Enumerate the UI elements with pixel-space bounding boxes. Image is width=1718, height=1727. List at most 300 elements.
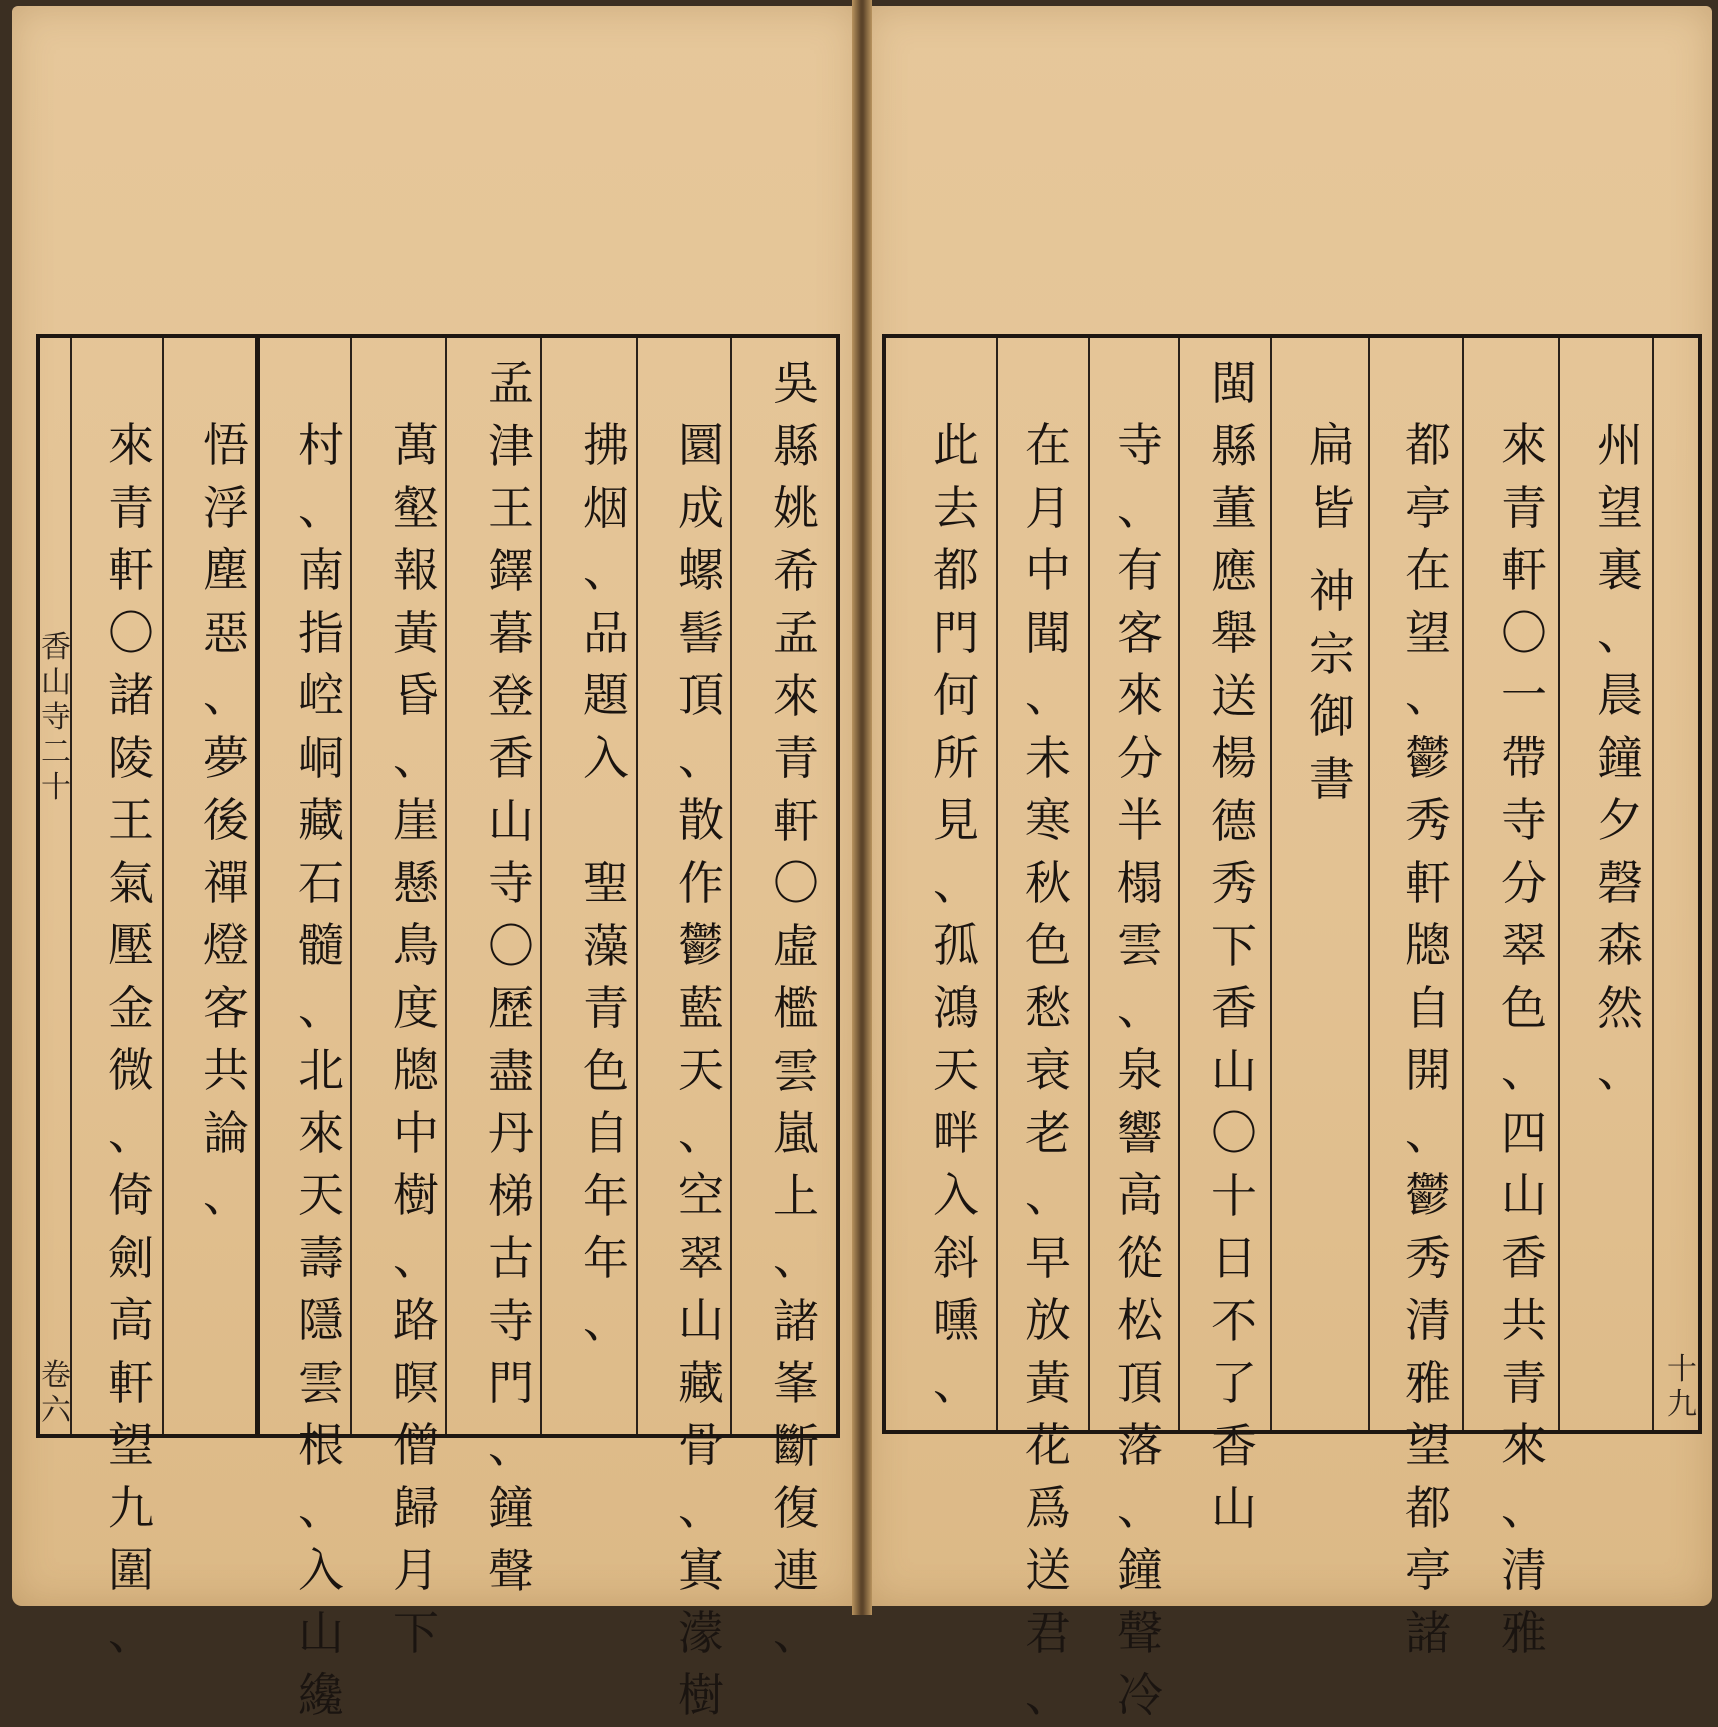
glyph: 鐘 bbox=[1597, 730, 1643, 785]
glyph: 度 bbox=[393, 980, 439, 1035]
glyph: 秋 bbox=[1025, 855, 1071, 910]
glyph: 、 bbox=[298, 480, 344, 535]
glyph: 古 bbox=[488, 1231, 534, 1285]
glyph: 望 bbox=[1405, 605, 1451, 660]
glyph: 九 bbox=[1667, 1387, 1697, 1422]
glyph: 、 bbox=[773, 1231, 819, 1285]
glyph: 、 bbox=[203, 668, 249, 722]
glyph: 盡 bbox=[488, 1043, 534, 1098]
glyph: 空 bbox=[678, 1168, 724, 1222]
glyph: 天 bbox=[933, 1043, 979, 1097]
glyph: 雲 bbox=[298, 1355, 344, 1410]
glyph: 皆 bbox=[1309, 480, 1355, 535]
glyph: 山 bbox=[1501, 1168, 1547, 1222]
glyph: 、 bbox=[1025, 668, 1071, 722]
glyph: 鐘 bbox=[488, 1481, 534, 1535]
glyph: 磬 bbox=[1597, 855, 1643, 910]
glyph: 姚 bbox=[773, 481, 819, 535]
glyph: 四 bbox=[1501, 1105, 1547, 1160]
glyph: 下 bbox=[1211, 918, 1257, 973]
column-rule bbox=[996, 338, 998, 1430]
glyph: 、 bbox=[1025, 1168, 1071, 1222]
glyph: 藻 bbox=[583, 918, 629, 973]
glyph: 孤 bbox=[933, 918, 979, 972]
glyph: 送 bbox=[1211, 668, 1257, 723]
glyph: 根 bbox=[298, 1418, 344, 1472]
text-column bbox=[285, 414, 357, 1727]
glyph: 山 bbox=[1211, 1043, 1257, 1098]
glyph: 山 bbox=[298, 1605, 344, 1660]
glyph: 昏 bbox=[393, 668, 439, 722]
glyph: 客 bbox=[1117, 605, 1163, 660]
glyph: 鴻 bbox=[933, 980, 979, 1035]
glyph: 月 bbox=[1025, 480, 1071, 535]
glyph: 黃 bbox=[1025, 1355, 1071, 1410]
glyph: 清 bbox=[1405, 1293, 1451, 1347]
glyph: 王 bbox=[488, 481, 534, 535]
glyph: 神 bbox=[1309, 564, 1355, 618]
glyph: 來 bbox=[1501, 418, 1547, 472]
glyph: 爲 bbox=[1025, 1480, 1071, 1535]
glyph: 然 bbox=[1597, 980, 1643, 1035]
glyph: 軒 bbox=[108, 543, 154, 597]
text-column bbox=[570, 852, 642, 1352]
glyph: 、 bbox=[108, 1105, 154, 1160]
text-column bbox=[760, 352, 832, 1665]
glyph: 題 bbox=[583, 668, 629, 722]
glyph: 諸 bbox=[773, 1293, 819, 1348]
glyph: 嵐 bbox=[773, 1106, 819, 1160]
glyph: 都 bbox=[1405, 418, 1451, 472]
glyph: 丹 bbox=[488, 1106, 534, 1160]
glyph: 冷 bbox=[1117, 1668, 1163, 1722]
glyph: 州 bbox=[1597, 418, 1643, 472]
glyph: 何 bbox=[933, 668, 979, 722]
glyph: 圍 bbox=[108, 1543, 154, 1597]
glyph: 聲 bbox=[1117, 1605, 1163, 1660]
glyph: 、 bbox=[583, 543, 629, 597]
glyph: 諸 bbox=[108, 668, 154, 722]
glyph: 共 bbox=[1501, 1293, 1547, 1347]
glyph: 寘 bbox=[678, 1543, 724, 1597]
glyph: 、 bbox=[1597, 1043, 1643, 1097]
glyph: 髓 bbox=[298, 918, 344, 972]
glyph: 作 bbox=[678, 855, 724, 910]
glyph: 、 bbox=[1117, 480, 1163, 535]
glyph: 入 bbox=[933, 1168, 979, 1222]
glyph: 在 bbox=[1025, 418, 1071, 472]
text-column bbox=[1198, 352, 1270, 1540]
glyph: 〇 bbox=[1211, 1106, 1257, 1160]
glyph: 天 bbox=[678, 1043, 724, 1097]
glyph: 來 bbox=[298, 1105, 344, 1160]
glyph: 復 bbox=[773, 1481, 819, 1535]
glyph: 花 bbox=[1025, 1418, 1071, 1472]
glyph: 村 bbox=[298, 418, 344, 472]
glyph: 劍 bbox=[108, 1230, 154, 1285]
glyph: 南 bbox=[298, 543, 344, 597]
glyph: 、 bbox=[933, 855, 979, 910]
glyph: 放 bbox=[1025, 1293, 1071, 1347]
column-rule bbox=[1270, 338, 1272, 1430]
margin-volume bbox=[36, 1358, 76, 1428]
glyph: 寺 bbox=[488, 856, 534, 910]
glyph: 雅 bbox=[1501, 1605, 1547, 1660]
glyph: 青 bbox=[1501, 480, 1547, 535]
glyph: 所 bbox=[933, 730, 979, 785]
glyph: 浮 bbox=[203, 480, 249, 535]
glyph: 軒 bbox=[108, 1355, 154, 1410]
glyph: 香 bbox=[1211, 981, 1257, 1035]
glyph: 、 bbox=[933, 1355, 979, 1410]
glyph: 、 bbox=[678, 1480, 724, 1535]
glyph: 〇 bbox=[488, 918, 534, 973]
glyph: 有 bbox=[1117, 543, 1163, 597]
glyph: 九 bbox=[108, 1480, 154, 1535]
glyph: 崆 bbox=[298, 668, 344, 722]
glyph: 鐘 bbox=[1117, 1543, 1163, 1597]
glyph: 上 bbox=[773, 1168, 819, 1223]
glyph: 萬 bbox=[393, 418, 439, 472]
glyph: 、 bbox=[393, 730, 439, 785]
text-column bbox=[1296, 560, 1368, 810]
glyph: 悟 bbox=[203, 418, 249, 472]
glyph: 希 bbox=[773, 543, 819, 598]
glyph: 望 bbox=[108, 1418, 154, 1472]
glyph: 入 bbox=[583, 730, 629, 785]
glyph: 、 bbox=[1501, 1480, 1547, 1535]
glyph: 報 bbox=[393, 543, 439, 597]
glyph: 軒 bbox=[1405, 855, 1451, 910]
glyph: 壓 bbox=[108, 918, 154, 972]
glyph: 山 bbox=[41, 665, 71, 700]
column-rule bbox=[1178, 338, 1180, 1430]
glyph: 來 bbox=[1117, 668, 1163, 722]
text-column bbox=[380, 414, 452, 1664]
glyph: 王 bbox=[108, 793, 154, 847]
glyph: 扁 bbox=[1309, 418, 1355, 472]
glyph: 香 bbox=[488, 731, 534, 785]
glyph: 月 bbox=[393, 1543, 439, 1597]
glyph: 僧 bbox=[393, 1418, 439, 1472]
glyph: 〇 bbox=[1501, 605, 1547, 660]
glyph: 翠 bbox=[1501, 918, 1547, 972]
glyph: 夕 bbox=[1597, 793, 1643, 847]
glyph: 頂 bbox=[1117, 1355, 1163, 1410]
glyph: 色 bbox=[1501, 980, 1547, 1035]
glyph: 牕 bbox=[1405, 918, 1451, 972]
glyph: 、 bbox=[1405, 668, 1451, 722]
glyph: 了 bbox=[1211, 1356, 1257, 1410]
glyph: 崖 bbox=[393, 793, 439, 847]
glyph: 雲 bbox=[773, 1043, 819, 1098]
glyph: 色 bbox=[583, 1043, 629, 1098]
glyph: 烟 bbox=[583, 480, 629, 535]
glyph: 頂 bbox=[678, 668, 724, 722]
glyph: 寒 bbox=[1025, 793, 1071, 847]
glyph: 帶 bbox=[1501, 730, 1547, 785]
glyph: 虛 bbox=[773, 918, 819, 973]
text-column bbox=[665, 414, 737, 1727]
glyph: 楊 bbox=[1211, 731, 1257, 785]
glyph: 送 bbox=[1025, 1543, 1071, 1597]
glyph: 都 bbox=[1405, 1480, 1451, 1535]
glyph: 泉 bbox=[1117, 1043, 1163, 1097]
glyph: 客 bbox=[203, 980, 249, 1035]
text-column bbox=[95, 414, 167, 1664]
glyph: 秀 bbox=[1211, 856, 1257, 910]
glyph: 夢 bbox=[203, 730, 249, 785]
glyph: 鐸 bbox=[488, 543, 534, 598]
glyph: 聞 bbox=[1025, 605, 1071, 660]
glyph: 青 bbox=[1501, 1355, 1547, 1410]
glyph: 鬱 bbox=[1405, 1168, 1451, 1222]
glyph: 津 bbox=[488, 418, 534, 473]
glyph: 諸 bbox=[1405, 1605, 1451, 1660]
glyph: 品 bbox=[583, 605, 629, 660]
glyph: 成 bbox=[678, 480, 724, 535]
glyph: 衰 bbox=[1025, 1043, 1071, 1097]
glyph: 秀 bbox=[1405, 793, 1451, 847]
glyph: 都 bbox=[933, 543, 979, 597]
glyph: 微 bbox=[108, 1043, 154, 1097]
glyph: 牕 bbox=[393, 1043, 439, 1097]
glyph: 來 bbox=[1501, 1418, 1547, 1472]
glyph: 藏 bbox=[678, 1355, 724, 1410]
glyph: 軒 bbox=[773, 793, 819, 848]
glyph: 樹 bbox=[678, 1668, 724, 1722]
glyph: 翠 bbox=[678, 1230, 724, 1285]
glyph: 入 bbox=[298, 1543, 344, 1597]
glyph: 黃 bbox=[393, 605, 439, 660]
column-rule bbox=[1368, 338, 1370, 1430]
glyph: 螺 bbox=[678, 543, 724, 597]
glyph: 歷 bbox=[488, 981, 534, 1035]
glyph: 君 bbox=[1025, 1605, 1071, 1660]
glyph: 來 bbox=[108, 418, 154, 472]
column-rule bbox=[70, 338, 72, 1434]
glyph: 骨 bbox=[678, 1418, 724, 1472]
glyph: 六 bbox=[41, 1393, 71, 1428]
glyph: 落 bbox=[1117, 1418, 1163, 1472]
glyph: 山 bbox=[1211, 1481, 1257, 1535]
glyph: 色 bbox=[1025, 918, 1071, 972]
glyph: 山 bbox=[678, 1293, 724, 1347]
glyph: 金 bbox=[108, 980, 154, 1035]
glyph: 倚 bbox=[108, 1168, 154, 1222]
glyph: 北 bbox=[298, 1043, 344, 1097]
glyph: 青 bbox=[108, 480, 154, 535]
glyph: 藏 bbox=[298, 793, 344, 847]
glyph: 登 bbox=[488, 668, 534, 723]
column-rule bbox=[1088, 338, 1090, 1430]
glyph: 閩 bbox=[1211, 356, 1257, 410]
glyph: 高 bbox=[108, 1293, 154, 1347]
glyph: 老 bbox=[1025, 1105, 1071, 1160]
glyph: 鬱 bbox=[1405, 730, 1451, 785]
glyph: 高 bbox=[1117, 1168, 1163, 1222]
glyph: 青 bbox=[583, 981, 629, 1035]
glyph: 峒 bbox=[298, 730, 344, 785]
glyph: 卷 bbox=[41, 1358, 71, 1393]
text-column bbox=[1584, 414, 1656, 1102]
glyph: 山 bbox=[488, 793, 534, 848]
glyph: 雲 bbox=[1117, 918, 1163, 972]
glyph: 亭 bbox=[1405, 1543, 1451, 1597]
glyph: 在 bbox=[1405, 543, 1451, 597]
glyph: 藍 bbox=[678, 980, 724, 1035]
glyph: 清 bbox=[1501, 1543, 1547, 1597]
glyph: 松 bbox=[1117, 1293, 1163, 1347]
glyph: 歸 bbox=[393, 1480, 439, 1535]
glyph: 秀 bbox=[1405, 1230, 1451, 1285]
glyph: 、 bbox=[1025, 1668, 1071, 1722]
text-column bbox=[570, 414, 642, 789]
glyph: 〇 bbox=[108, 605, 154, 660]
glyph: 榻 bbox=[1117, 855, 1163, 910]
glyph: 天 bbox=[298, 1168, 344, 1222]
glyph: 斜 bbox=[933, 1230, 979, 1285]
glyph: 日 bbox=[1211, 1231, 1257, 1285]
glyph: 年 bbox=[583, 1231, 629, 1285]
glyph: 中 bbox=[393, 1105, 439, 1160]
glyph: 未 bbox=[1025, 730, 1071, 785]
text-column bbox=[475, 352, 547, 1602]
glyph: 、 bbox=[393, 1230, 439, 1285]
glyph: 、 bbox=[773, 1606, 819, 1660]
glyph: 香 bbox=[1211, 1418, 1257, 1473]
glyph: 中 bbox=[1025, 543, 1071, 597]
text-column bbox=[1012, 414, 1084, 1727]
glyph: 香 bbox=[41, 630, 71, 665]
glyph: 路 bbox=[393, 1293, 439, 1347]
glyph: 此 bbox=[933, 418, 979, 472]
glyph: 年 bbox=[583, 1168, 629, 1223]
glyph: 、 bbox=[298, 980, 344, 1035]
glyph: 論 bbox=[203, 1105, 249, 1160]
glyph: 軒 bbox=[1501, 543, 1547, 597]
glyph: 梯 bbox=[488, 1168, 534, 1223]
glyph: 、 bbox=[203, 1168, 249, 1222]
glyph: 望 bbox=[1597, 480, 1643, 535]
glyph: 壽 bbox=[298, 1230, 344, 1285]
glyph: 吳 bbox=[773, 356, 819, 410]
glyph: 寺 bbox=[1501, 793, 1547, 847]
text-column bbox=[1392, 414, 1464, 1664]
glyph: 青 bbox=[773, 731, 819, 785]
glyph: 不 bbox=[1211, 1293, 1257, 1348]
glyph: 孟 bbox=[488, 356, 534, 410]
glyph: 二 bbox=[41, 735, 71, 770]
glyph: 懸 bbox=[393, 855, 439, 910]
glyph: 縣 bbox=[773, 418, 819, 473]
glyph: 髻 bbox=[678, 605, 724, 660]
glyph: 燈 bbox=[203, 918, 249, 972]
glyph: 指 bbox=[298, 605, 344, 660]
glyph: 隱 bbox=[298, 1293, 344, 1347]
glyph: 、 bbox=[1597, 605, 1643, 660]
text-column bbox=[190, 414, 262, 1227]
margin-folio bbox=[1662, 1352, 1702, 1422]
glyph: 鬱 bbox=[678, 918, 724, 972]
glyph: 拂 bbox=[583, 418, 629, 472]
glyph: 分 bbox=[1501, 855, 1547, 910]
glyph: 後 bbox=[203, 793, 249, 847]
glyph: 自 bbox=[1405, 980, 1451, 1035]
glyph: 分 bbox=[1117, 730, 1163, 785]
glyph: 御 bbox=[1309, 689, 1355, 743]
glyph: 寺 bbox=[41, 700, 71, 735]
glyph: 寺 bbox=[488, 1293, 534, 1348]
glyph: 、 bbox=[1117, 980, 1163, 1035]
glyph: 、 bbox=[1405, 1105, 1451, 1160]
glyph: 森 bbox=[1597, 918, 1643, 972]
glyph: 去 bbox=[933, 480, 979, 535]
glyph: 聲 bbox=[488, 1543, 534, 1598]
glyph: 愁 bbox=[1025, 980, 1071, 1035]
glyph: 聖 bbox=[583, 856, 629, 910]
glyph: 惡 bbox=[203, 605, 249, 660]
glyph: 孟 bbox=[773, 606, 819, 660]
glyph: 亭 bbox=[1405, 480, 1451, 535]
glyph: 應 bbox=[1211, 543, 1257, 598]
glyph: 散 bbox=[678, 793, 724, 847]
glyph: 、 bbox=[298, 1480, 344, 1535]
glyph: 暝 bbox=[393, 1355, 439, 1410]
glyph: 畔 bbox=[933, 1105, 979, 1160]
glyph: 鳥 bbox=[393, 918, 439, 972]
glyph: 來 bbox=[773, 668, 819, 723]
glyph: 、 bbox=[1501, 1043, 1547, 1097]
glyph: 德 bbox=[1211, 793, 1257, 848]
glyph: 響 bbox=[1117, 1105, 1163, 1160]
glyph: 十 bbox=[41, 770, 71, 805]
glyph: 氣 bbox=[108, 855, 154, 910]
glyph: 、 bbox=[1117, 1480, 1163, 1535]
glyph: 半 bbox=[1117, 793, 1163, 847]
glyph: 晨 bbox=[1597, 668, 1643, 722]
glyph: 門 bbox=[933, 605, 979, 660]
text-column bbox=[1104, 414, 1176, 1727]
right-text-frame bbox=[882, 334, 1702, 1434]
glyph: 十 bbox=[1211, 1168, 1257, 1223]
book-gutter bbox=[852, 0, 872, 1615]
glyph: 檻 bbox=[773, 981, 819, 1035]
glyph: 一 bbox=[1501, 668, 1547, 722]
glyph: 陵 bbox=[108, 730, 154, 785]
glyph: 見 bbox=[933, 793, 979, 847]
glyph: 書 bbox=[1309, 751, 1355, 806]
glyph: 塵 bbox=[203, 543, 249, 597]
glyph: 早 bbox=[1025, 1230, 1071, 1285]
glyph: 〇 bbox=[773, 856, 819, 910]
glyph: 圜 bbox=[678, 418, 724, 472]
glyph: 下 bbox=[393, 1605, 439, 1660]
glyph: 禪 bbox=[203, 855, 249, 910]
text-column bbox=[1488, 414, 1560, 1664]
glyph: 樹 bbox=[393, 1168, 439, 1222]
glyph: 斷 bbox=[773, 1418, 819, 1473]
text-column bbox=[920, 414, 992, 1414]
glyph: 、 bbox=[678, 730, 724, 785]
glyph: 、 bbox=[488, 1418, 534, 1473]
margin-title bbox=[36, 630, 76, 805]
glyph: 望 bbox=[1405, 1418, 1451, 1472]
glyph: 、 bbox=[678, 1105, 724, 1160]
glyph: 門 bbox=[488, 1356, 534, 1410]
glyph: 峯 bbox=[773, 1356, 819, 1410]
glyph: 裏 bbox=[1597, 543, 1643, 597]
